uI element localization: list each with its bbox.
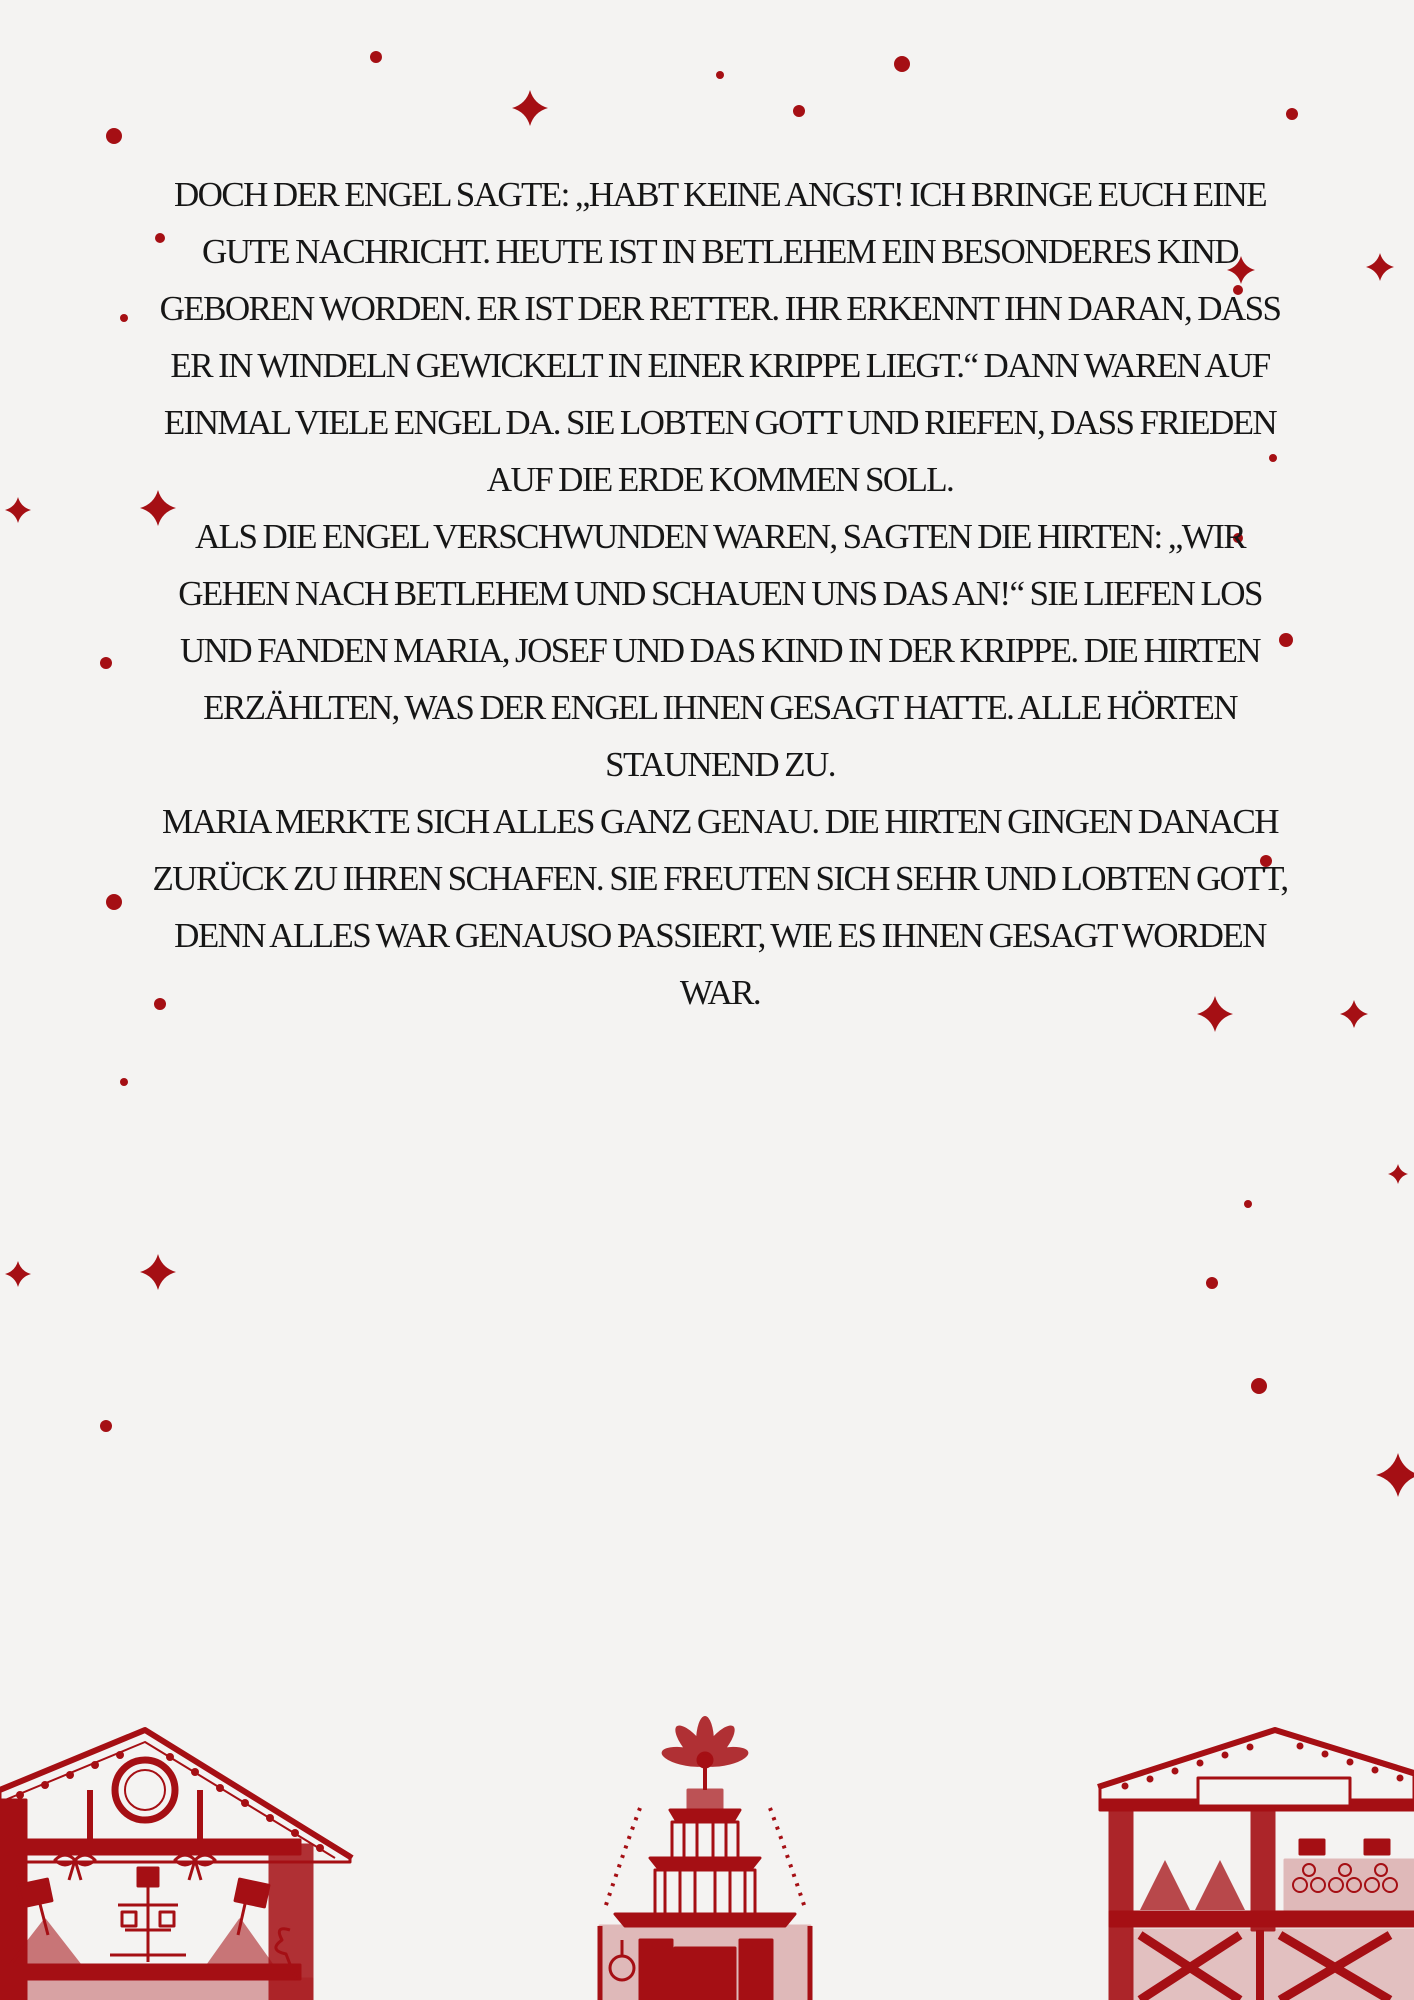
snow-dot-icon [120, 1078, 128, 1086]
sparkle-star-icon [1388, 1164, 1408, 1184]
market-stall-left-icon [0, 1730, 352, 2000]
snow-dot-icon [100, 1420, 112, 1432]
snow-dot-icon [793, 105, 805, 117]
snow-dot-icon [1251, 1378, 1267, 1394]
story-paragraph-3: MARIA MERKTE SICH ALLES GANZ GENAU. DIE HIRTEN GINGEN DANACH ZURÜCK ZU IHREN SCHAFEN. SIE FREUTEN SICH SEHR UND LOBTEN GOTT, DENN ALLES WAR GENAUSO PASSIERT, WIE ES IHNEN GESAGT WORDEN WAR. [152, 802, 1288, 1012]
sparkle-star-icon [1366, 253, 1394, 281]
market-stall-right-icon [1098, 1730, 1414, 2000]
sparkle-star-icon [1376, 1453, 1414, 1497]
story-paragraph-1: DOCH DER ENGEL SAGTE: „HABT KEINE ANGST! ICH BRINGE EUCH EINE GUTE NACHRICHT. HEUTE IST IN BETLEHEM EIN BESONDERES KIND GEBOREN WORDEN. ER IST DER RETTER. IHR ERKENNT IHN DARAN, DASS ER IN WINDELN GEWICKELT IN EINER KRIPPE LIEGT.“ DANN WAREN AUF EINMAL VIELE ENGEL DA. SIE LOBTEN GOTT UND RIEFEN, DASS FRIEDEN AUF DIE ERDE KOMMEN SOLL. [159, 175, 1281, 499]
sparkle-star-icon [5, 497, 31, 523]
story-text [140, 166, 1300, 1021]
snow-dot-icon [1286, 108, 1298, 120]
snow-dot-icon [370, 51, 382, 63]
snow-dot-icon [894, 56, 910, 72]
snow-dot-icon [106, 894, 122, 910]
sparkle-star-icon [5, 1261, 31, 1287]
snow-dot-icon [1244, 1200, 1252, 1208]
snow-dot-icon [100, 657, 112, 669]
sparkle-star-icon [512, 90, 548, 126]
snow-dot-icon [1206, 1277, 1218, 1289]
snow-dot-icon [716, 71, 724, 79]
story-paragraph-2: ALS DIE ENGEL VERSCHWUNDEN WAREN, SAGTEN DIE HIRTEN: „WIR GEHEN NACH BETLEHEM UND SCHAUEN UNS DAS AN!“ SIE LIEFEN LOS UND FANDEN MARIA, JOSEF UND DAS KIND IN DER KRIPPE. DIE HIRTEN ERZÄHLTEN, WAS DER ENGEL IHNEN GESAGT HATTE. ALLE HÖRTEN STAUNEND ZU. [178, 517, 1262, 784]
snow-dot-icon [106, 128, 122, 144]
christmas-pyramid-icon [600, 1716, 810, 2000]
snow-dot-icon [120, 314, 128, 322]
sparkle-star-icon [1340, 1000, 1368, 1028]
sparkle-star-icon [140, 1254, 176, 1290]
